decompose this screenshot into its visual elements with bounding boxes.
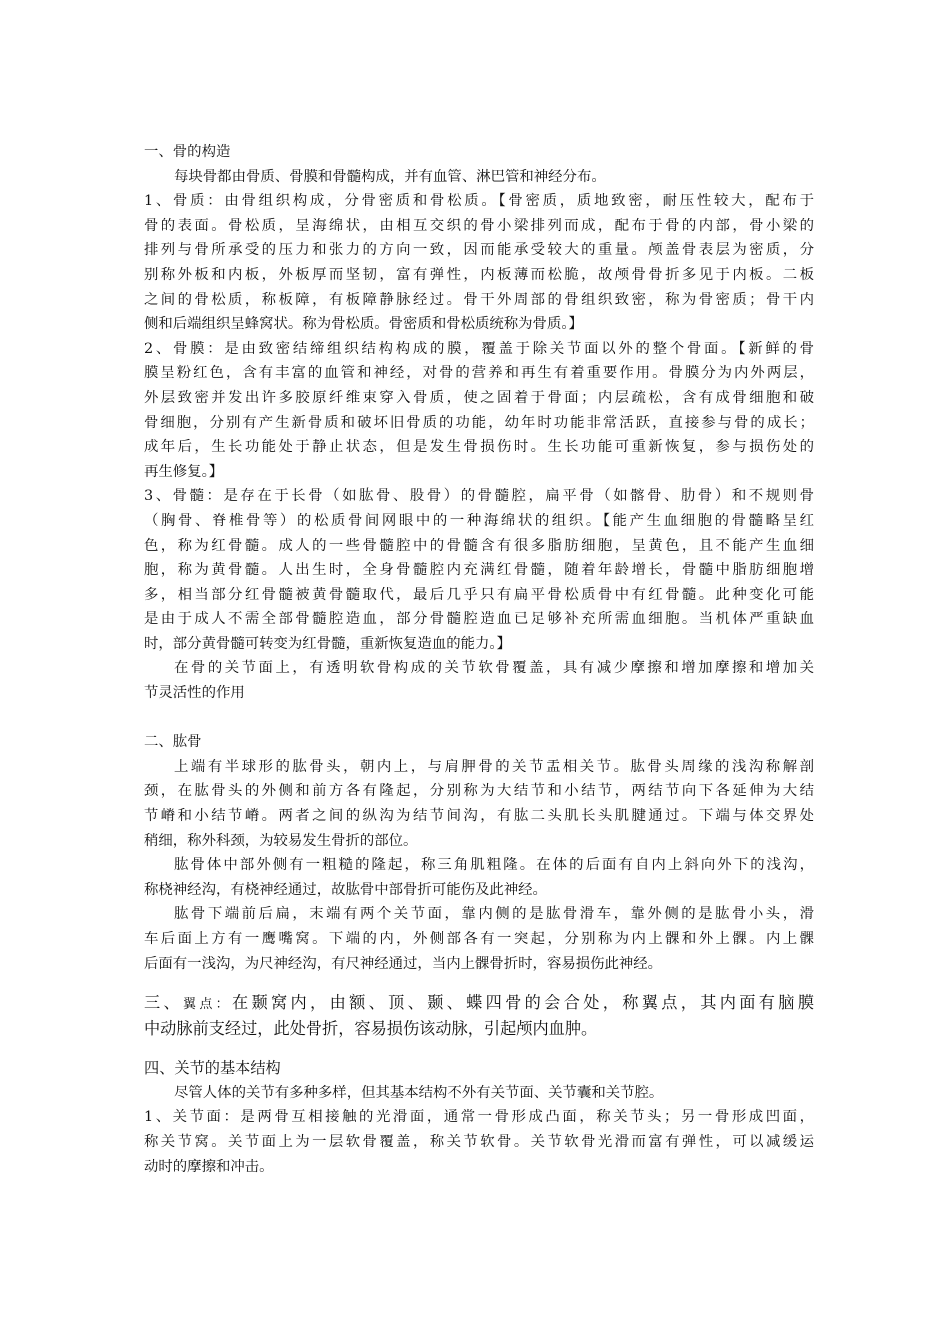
paragraph-line: 称关节窝。关节面上为一层软骨覆盖，称关节软骨。关节软骨光滑而富有弹性，可以减缓运 — [144, 1133, 814, 1150]
paragraph-line: 每块骨都由骨质、骨膜和骨髓构成，并有血管、淋巴管和神经分布。 — [174, 168, 606, 185]
paragraph-line: 是由于成人不需全部骨髓腔造血，部分骨髓腔造血已足够补充所需血细胞。当机体严重缺血 — [144, 611, 814, 628]
paragraph-text: 在颞窝内，由额、顶、颞、蝶四骨的会合处，称翼点，其内面有脑膜 — [232, 993, 815, 1013]
section-heading-inline — [144, 990, 814, 1016]
paragraph-line: 膜呈粉红色，含有丰富的血管和神经，对骨的营养和再生有着重要作用。骨膜分为内外两层， — [144, 365, 814, 382]
section-heading: 二、肱骨 — [144, 734, 202, 751]
paragraph-line: 上端有半球形的肱骨头，朝内上，与肩胛骨的关节盂相关节。肱骨头周缘的浅沟称解剖 — [174, 758, 814, 775]
paragraph-line: 骨的表面。骨松质，呈海绵状，由相互交织的骨小梁排列而成，配布于骨的内部，骨小梁的 — [144, 217, 814, 234]
paragraph-line: 车后面上方有一鹰嘴窝。下端的内，外侧部各有一突起，分别称为内上髁和外上髁。内上髁 — [144, 931, 814, 947]
paragraph-line: 排列与骨所承受的压力和张力的方向一致，因而能承受较大的重量。颅盖骨表层为密质，分 — [144, 242, 814, 259]
paragraph-line: 胞，称为黄骨髓。人出生时，全身骨髓腔内充满红骨髓，随着年龄增长，骨髓中脂肪细胞增 — [144, 562, 814, 579]
paragraph-line: 外层致密并发出许多胶原纤维束穿入骨质，使之固着于骨面；内层疏松，含有成骨细胞和破 — [144, 389, 814, 406]
paragraph-line: 在骨的关节面上，有透明软骨构成的关节软骨覆盖，具有减少摩擦和增加摩擦和增加关 — [174, 660, 814, 677]
paragraph-line: 稍细，称外科颈，为较易发生骨折的部位。 — [144, 832, 418, 849]
paragraph-line: 中动脉前支经过，此处骨折，容易损伤该动脉，引起颅内血肿。 — [144, 1019, 598, 1039]
paragraph-line: 1、关节面：是两骨互相接触的光滑面，通常一骨形成凸面，称关节头；另一骨形成凹面， — [144, 1109, 814, 1126]
term-label: 翼点： — [183, 997, 233, 1013]
paragraph-line: 2、骨膜：是由致密结缔组织结构构成的膜，覆盖于除关节面以外的整个骨面。【新鲜的骨 — [144, 340, 814, 357]
paragraph-line: 再生修复。】 — [144, 463, 224, 480]
paragraph-line: 后面有一浅沟，为尺神经沟，有尺神经通过，当内上髁骨折时，容易损伤此神经。 — [144, 955, 663, 972]
document-page — [144, 140, 814, 1179]
paragraph-line: 称桡神经沟，有桡神经通过，故肱骨中部骨折可能伤及此神经。 — [144, 881, 547, 898]
paragraph-line: 之间的骨松质，称板障，有板障静脉经过。骨干外周部的骨组织致密，称为骨密质；骨干内 — [144, 291, 814, 308]
paragraph-line: 成年后，生长功能处于静止状态，但是发生骨损伤时。生长功能可重新恢复，参与损伤处的 — [144, 439, 814, 456]
paragraph-line: 颈，在肱骨头的外侧和前方各有隆起，分别称为大结节和小结节，两结节向下各延伸为大结 — [144, 783, 814, 800]
paragraph-line: 动时的摩擦和冲击。 — [144, 1158, 274, 1175]
paragraph-line: 肱骨下端前后扁，末端有两个关节面，靠内侧的是肱骨滑车，靠外侧的是肱骨小头，滑 — [174, 906, 814, 923]
paragraph-line: 骨细胞，分别有产生新骨质和破坏旧骨质的功能，幼年时功能非常活跃，直接参与骨的成长； — [144, 414, 814, 431]
blank-line — [144, 976, 814, 990]
blank-line — [144, 706, 814, 731]
paragraph-line: 3、骨髓：是存在于长骨（如肱骨、股骨）的骨髓腔，扁平骨（如髂骨、肋骨）和不规则骨 — [144, 488, 814, 505]
paragraph-line: 多，相当部分红骨髓被黄骨髓取代，最后几乎只有扁平骨松质骨中有红骨髓。此种变化可能 — [144, 586, 814, 603]
paragraph-line: （胸骨、脊椎骨等）的松质骨间网眼中的一种海绵状的组织。【能产生血细胞的骨髓略呈红 — [144, 512, 814, 529]
paragraph-line: 1、骨质：由骨组织构成，分骨密质和骨松质。【骨密质，质地致密，耐压性较大，配布于 — [144, 193, 814, 210]
paragraph-line: 节灵活性的作用 — [144, 685, 245, 702]
section-heading: 四、关节的基本结构 — [144, 1059, 281, 1078]
paragraph-line: 节嵴和小结节嵴。两者之间的纵沟为结节间沟，有肱二头肌长头肌腱通过。下端与体交界处 — [144, 808, 814, 825]
paragraph-line: 别称外板和内板，外板厚而坚韧，富有弹性，内板薄而松脆，故颅骨骨折多见于内板。二板 — [144, 266, 814, 283]
paragraph-line: 侧和后端组织呈蜂窝状。称为骨松质。骨密质和骨松质统称为骨质。】 — [144, 316, 583, 333]
paragraph-line: 尽管人体的关节有多种多样，但其基本结构不外有关节面、关节囊和关节腔。 — [174, 1084, 664, 1101]
section-number: 三、 — [144, 993, 184, 1013]
paragraph-line: 肱骨体中部外侧有一粗糙的隆起，称三角肌粗隆。在体的后面有自内上斜向外下的浅沟， — [174, 857, 814, 874]
paragraph-line: 时，部分黄骨髓可转变为红骨髓，重新恢复造血的能力。】 — [144, 635, 511, 652]
section-heading: 一、骨的构造 — [144, 144, 231, 160]
blank-line — [144, 1042, 814, 1056]
paragraph-line: 色，称为红骨髓。成人的一些骨髓腔中的骨髓含有很多脂肪细胞，呈黄色，且不能产生血细 — [144, 537, 814, 554]
